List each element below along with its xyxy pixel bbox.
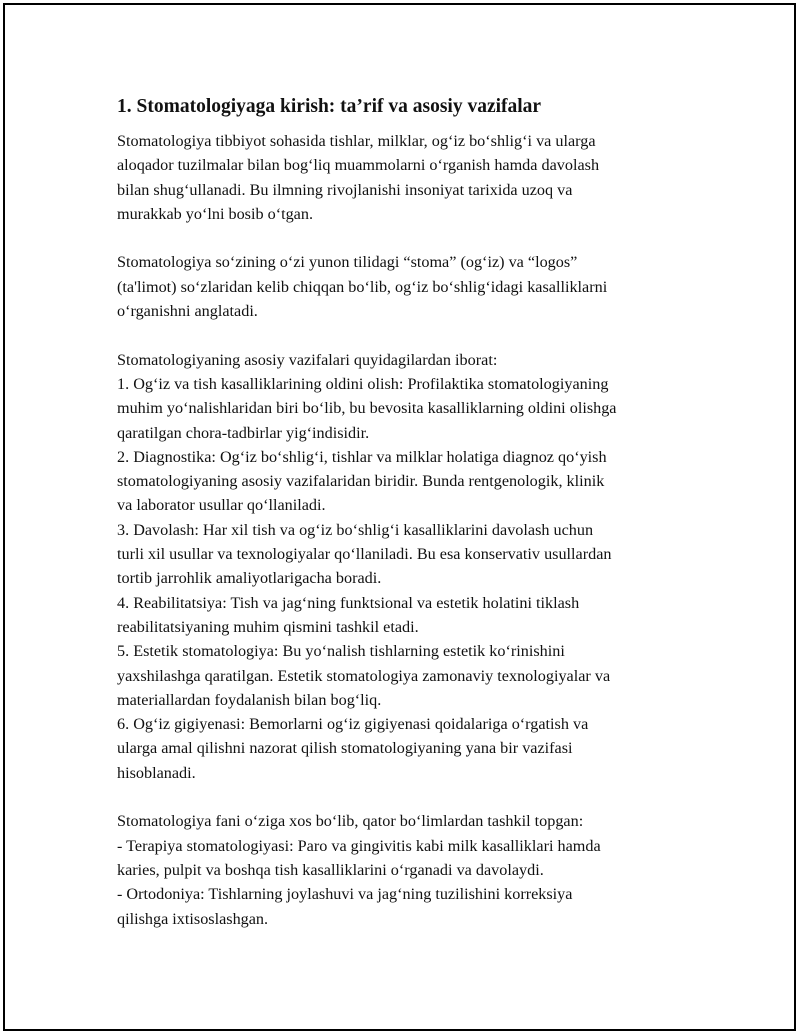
text-line: stomatologiyaning asosiy vazifalaridan biridir. Bunda rentgenologik, klinik — [117, 472, 605, 491]
paragraph-etymology — [117, 250, 697, 323]
text-line: va laborator usullar qo‘llaniladi. — [117, 496, 326, 515]
text-line: Stomatologiya so‘zining o‘zi yunon tilidagi “stoma” (og‘iz) va “logos” — [117, 253, 578, 272]
paragraph-gap — [117, 785, 697, 809]
list-item-line: 2. Diagnostika: Og‘iz bo‘shlig‘i, tishlar va milklar holatiga diagnoz qo‘yish — [117, 447, 607, 466]
list-item-line: - Ortodoniya: Tishlarning joylashuvi va jag‘ning tuzilishini korreksiya — [117, 885, 573, 904]
text-line: muhim yo‘nalishlaridan biri bo‘lib, bu bevosita kasalliklarning oldini olishga — [117, 399, 617, 418]
text-line: aloqador tuzilmalar bilan bog‘liq muammolarni o‘rganish hamda davolash — [117, 156, 600, 175]
paragraph-gap — [117, 226, 697, 250]
section-title: 1. Stomatologiyaga kirish: ta’rif va asosiy vazifalar — [117, 96, 542, 117]
text-line: bilan shug‘ullanadi. Bu ilmning rivojlanishi insoniyat tarixida uzoq va — [117, 180, 573, 199]
text-line: qaratilgan chora-tadbirlar yig‘indisidir. — [117, 423, 370, 442]
text-line: karies, pulpit va boshqa tish kasalliklarini o‘rganadi va davolaydi. — [117, 860, 544, 879]
text-line: tortib jarrohlik amaliyotlarigacha boradi. — [117, 569, 382, 588]
list-item-line: 4. Reabilitatsiya: Tish va jag‘ning funktsional va estetik holatini tiklash — [117, 593, 580, 612]
text-line: (ta'limot) so‘zlaridan kelib chiqqan bo‘lib, og‘iz bo‘shlig‘idagi kasalliklarni — [117, 277, 608, 296]
document-body — [117, 94, 697, 931]
paragraph-tasks — [117, 348, 697, 785]
paragraph-definition — [117, 129, 697, 226]
text-line: Stomatologiya fani o‘ziga xos bo‘lib, qator bo‘limlardan tashkil topgan: — [117, 812, 584, 831]
text-line: murakkab yo‘lni bosib o‘tgan. — [117, 204, 314, 223]
text-line: o‘rganishni anglatadi. — [117, 302, 258, 321]
text-line: reabilitatsiyaning muhim qismini tashkil etadi. — [117, 617, 419, 636]
paragraph-gap — [117, 323, 697, 347]
text-line: qilishga ixtisoslashgan. — [117, 909, 269, 928]
text-line: Stomatologiyaning asosiy vazifalari quyidagilardan iborat: — [117, 350, 498, 369]
text-line: yaxshilashga qaratilgan. Estetik stomatologiya zamonaviy texnologiyalar va — [117, 666, 611, 685]
text-line: turli xil usullar va texnologiyalar qo‘llaniladi. Bu esa konservativ usullardan — [117, 545, 612, 564]
list-item-line: 3. Davolash: Har xil tish va og‘iz bo‘shlig‘i kasalliklarini davolash uchun — [117, 520, 594, 539]
paragraph-branches — [117, 809, 697, 930]
list-item-line: 5. Estetik stomatologiya: Bu yo‘nalish tishlarning estetik ko‘rinishini — [117, 642, 565, 661]
text-line: hisoblanadi. — [117, 763, 196, 782]
text-line: ularga amal qilishni nazorat qilish stomatologiyaning yana bir vazifasi — [117, 739, 573, 758]
list-item-line: - Terapiya stomatologiyasi: Paro va gingivitis kabi milk kasalliklari hamda — [117, 836, 601, 855]
list-item-line: 6. Og‘iz gigiyenasi: Bemorlarni og‘iz gigiyenasi qoidalariga o‘rgatish va — [117, 715, 589, 734]
text-line: Stomatologiya tibbiyot sohasida tishlar, milklar, og‘iz bo‘shlig‘i va ularga — [117, 132, 596, 150]
list-item-line: 1. Og‘iz va tish kasalliklarining oldini olish: Profilaktika stomatologiyaning — [117, 374, 609, 393]
text-line: materiallardan foydalanish bilan bog‘liq. — [117, 690, 382, 709]
